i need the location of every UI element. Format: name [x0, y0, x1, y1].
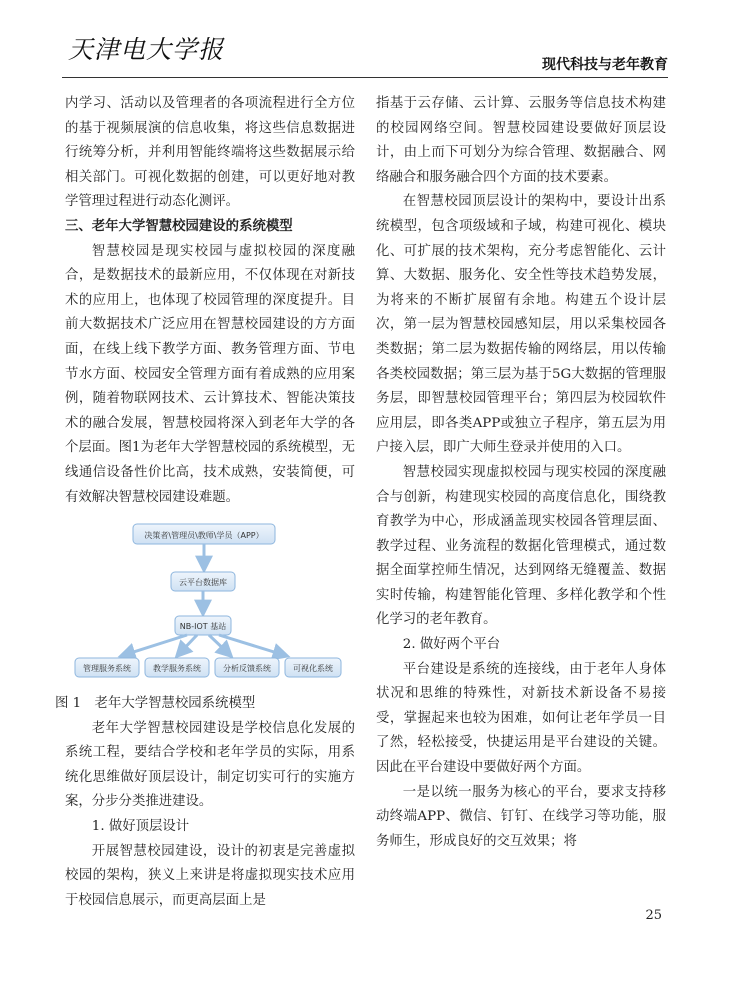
- paragraph: 一是以统一服务为核心的平台，要求支持移动终端APP、微信、钉钉、在线学习等功能，服务师生，形成良好的交互效果；将: [376, 784, 666, 849]
- subsection-heading: 1. 做好顶层设计: [91, 819, 190, 835]
- figure-caption: 图 1 老年大学智慧校园系统模型: [55, 696, 256, 712]
- management-system-label: 管理服务系统: [83, 664, 131, 674]
- teaching-system-label: 教学服务系统: [153, 664, 201, 674]
- section-heading: 三、老年大学智慧校园建设的系统模型: [65, 218, 293, 234]
- cloud-database-label: 云平台数据库: [179, 578, 227, 588]
- nbiot-station-label: NB-IOT 基站: [179, 622, 227, 632]
- paragraph: 平台建设是系统的连接线，由于老年人身体状况和思维的特殊性，对新技术新设备不易接受，掌握起来也较为困难，如何让老年学员一目了然，轻松接受，快捷运用是平台建设的关键。因此在平台建设中要做好两个方面。: [376, 661, 666, 776]
- subsection-heading: 2. 做好两个平台: [402, 637, 501, 653]
- right-column: [376, 92, 666, 854]
- paragraph: 开展智慧校园建设，设计的初衷是完善虚拟校园的架构，狭义上来讲是将虚拟现实技术应用于校园信息展示，而更高层面上是: [65, 843, 355, 908]
- paragraph: 智慧校园是现实校园与虚拟校园的深度融合，是数据技术的最新应用，不仅体现在对新技术的应用上，也体现了校园管理的深度提升。目前大数据技术广泛应用在智慧校园建设的方方面面，在线上线下教学方面、教务管理方面、节电节水方面、校园安全管理方面有着成熟的应用案例，随着物联网技术、云计算技术、智能决策技术的融合发展，智慧校园将深入到老年大学的各个层面。图1为老年大学智慧校园的系统模型，无线通信设备性价比高，技术成熟，安装简便，可有效解决智慧校园建设难题。: [65, 243, 355, 505]
- header-divider: [62, 77, 668, 78]
- paragraph: 在智慧校园顶层设计的架构中，要设计出系统模型，包含项级域和子域，构建可视化、模块化、可扩展的技术架构，充分考虑智能化、云计算、大数据、服务化、安全性等技术趋势发展，为将来的不断扩展留有余地。构建五个设计层次，第一层为智慧校园感知层，用以采集校园各类数据；第二层为数据传输的网络层，用以传输各类校园数据；第三层为基于5G大数据的管理服务层，即智慧校园管理平台；第四层为校园软件应用层，即各类APP或独立子程序，第五层为用户接入层，即广大师生登录并使用的入口。: [376, 194, 666, 456]
- page-number: 25: [645, 908, 662, 923]
- user-layer-label: 决策者\管理员\教师\学员（APP）: [144, 531, 264, 541]
- system-model-diagram: [65, 518, 355, 692]
- paragraph: 内学习、活动以及管理者的各项流程进行全方位的基于视频展演的信息收集，将这些信息数据进行统筹分析，并利用智能终端将这些数据展示给相关部门。可视化数据的创建，可以更好地对教学管理过程进行动态化测评。: [65, 96, 355, 210]
- system-model-figure: [65, 518, 355, 692]
- visualization-system-label: 可视化系统: [293, 664, 333, 674]
- paragraph: 老年大学智慧校园建设是学校信息化发展的系统工程，要结合学校和老年学员的实际，用系统化思维做好顶层设计，制定切实可行的实施方案，分步分类推进建设。: [65, 720, 355, 810]
- section-title: 现代科技与老年教育: [542, 57, 668, 73]
- journal-logo: 天津电大学报: [68, 35, 225, 64]
- left-column: [55, 92, 355, 913]
- paragraph: 指基于云存储、云计算、云服务等信息技术构建的校园网络空间。智慧校园建设要做好顶层设计，由上而下可划分为综合管理、数据融合、网络融合和服务融合四个方面的技术要素。: [376, 96, 666, 185]
- arrow-connector: [121, 635, 187, 656]
- feedback-system-label: 分析反馈系统: [223, 664, 271, 674]
- paragraph: 智慧校园实现虚拟校园与现实校园的深度融合与创新，构建现实校园的高度信息化，围绕教育教学为中心，形成涵盖现实校园各管理层面、教学过程、业务流程的数据化管理模式，通过数据全面掌控师生情况，达到网络无缝覆盖、数据实时传输，构建智能化管理、多样化教学和个性化学习的老年教育。: [376, 464, 666, 628]
